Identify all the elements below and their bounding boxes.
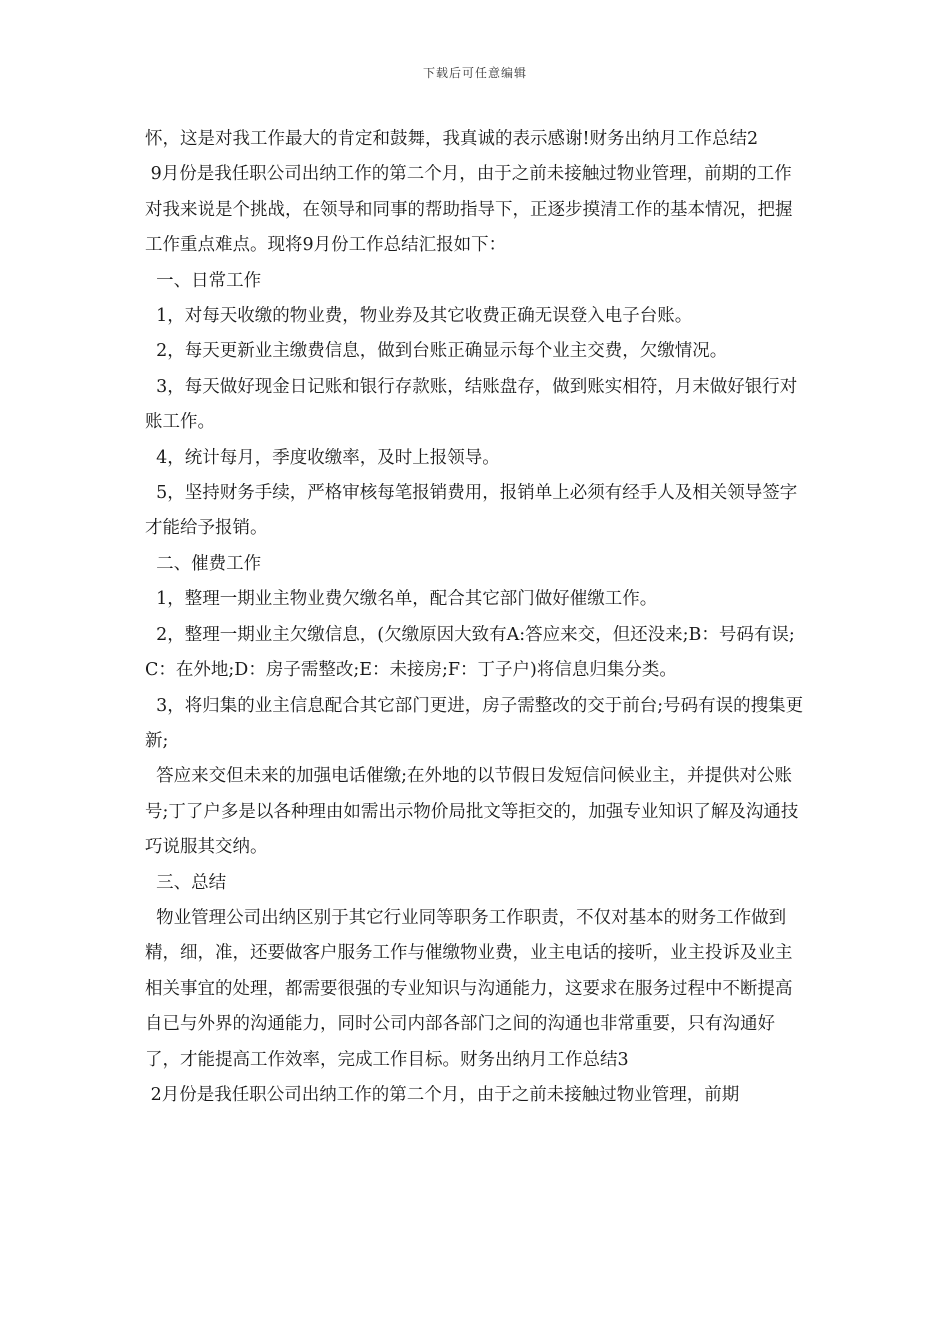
list-item: 2，每天更新业主缴费信息，做到台账正确显示每个业主交费，欠缴情况。 bbox=[145, 341, 728, 362]
list-item: 1，整理一期业主物业费欠缴名单，配合其它部门做好催缴工作。 bbox=[145, 589, 658, 610]
paragraph: 2月份是我任职公司出纳工作的第二个月，由于之前未接触过物业管理，前期 bbox=[145, 1084, 740, 1105]
list-item: 4，统计每月，季度收缴率，及时上报领导。 bbox=[145, 447, 500, 468]
section-heading: 三、总结 bbox=[145, 872, 227, 893]
list-item: 1，对每天收缴的物业费，物业券及其它收费正确无误登入电子台账。 bbox=[145, 306, 693, 327]
paragraph: 怀，这是对我工作最大的肯定和鼓舞，我真诚的表示感谢!财务出纳月工作总结2 bbox=[145, 129, 759, 149]
section-heading: 一、日常工作 bbox=[145, 270, 262, 291]
paragraph: 答应来交但未来的加强电话催缴;在外地的以节假日发短信问候业主，并提供对公账号;丁了户多是以各种理由如需出示物价局批文等拒交的，加强专业知识了解及沟通技巧说服其交纳。 bbox=[145, 766, 799, 858]
document-body bbox=[145, 122, 805, 1113]
list-item: 3，每天做好现金日记账和银行存款账，结账盘存，做到账实相符，月末做好银行对账工作。 bbox=[145, 376, 798, 433]
list-item: 2，整理一期业主欠缴信息，(欠缴原因大致有A:答应来交，但还没来;B：号码有误;C：在外地;D：房子需整改;E：未接房;F：丁子户)将信息归集分类。 bbox=[145, 624, 795, 681]
list-item: 5，坚持财务手续，严格审核每笔报销费用，报销单上必须有经手人及相关领导签字才能给予报销。 bbox=[145, 483, 798, 539]
list-item: 3，将归集的业主信息配合其它部门更进，房子需整改的交于前台;号码有误的搜集更新; bbox=[145, 695, 804, 751]
paragraph: 9月份是我任职公司出纳工作的第二个月，由于之前未接触过物业管理，前期的工作对我来说是个挑战，在领导和同事的帮助指导下，正逐步摸清工作的基本情况，把握工作重点难点。现将9月份工作总结汇报如下： bbox=[145, 164, 793, 256]
paragraph: 物业管理公司出纳区别于其它行业同等职务工作职责，不仅对基本的财务工作做到精，细，准，还要做客户服务工作与催缴物业费，业主电话的接听，业主投诉及业主相关事宜的处理，都需要很强的专业知识与沟通能力，这要求在服务过程中不断提高自已与外界的沟通能力，同时公司内部各部门之间的沟通也非常重要，只有沟通好了，才能提高工作效率，完成工作目标。财务出纳月工作总结3 bbox=[145, 907, 793, 1070]
page-header: 下载后可任意编辑 bbox=[422, 66, 527, 80]
section-heading: 二、催费工作 bbox=[145, 553, 262, 574]
